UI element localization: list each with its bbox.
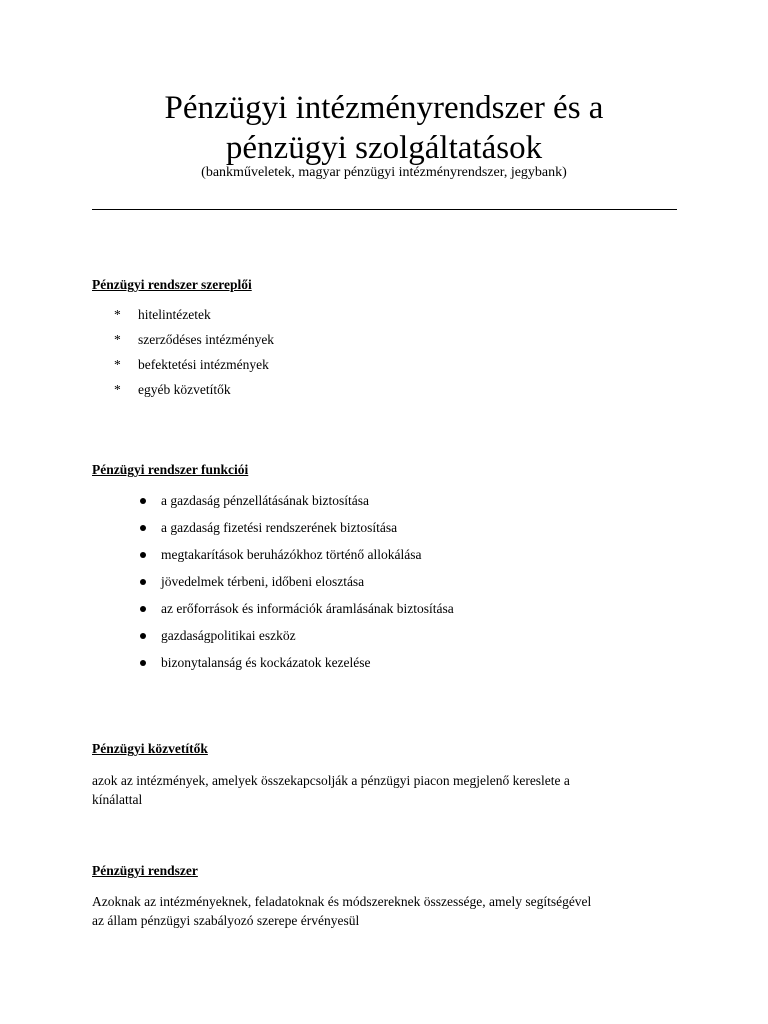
bullet-icon — [140, 525, 146, 531]
asterisk-bullet: * — [114, 307, 121, 322]
section-heading-actors: Pénzügyi rendszer szereplői — [92, 277, 252, 292]
list-item-text: bizonytalanság és kockázatok kezelése — [161, 655, 371, 670]
list-item-text: befektetési intézmények — [138, 357, 269, 372]
paragraph-line: kínálattal — [92, 792, 143, 807]
bullet-icon — [140, 552, 146, 558]
bullet-icon — [140, 633, 146, 639]
list-item-text: a gazdaság pénzellátásának biztosítása — [161, 493, 370, 508]
title-line-2: pénzügyi szolgáltatások — [225, 130, 543, 166]
paragraph-line: az állam pénzügyi szabályozó szerepe érvényesül — [92, 913, 360, 928]
bullet-icon — [140, 660, 146, 666]
list-item-text: az erőforrások és információk áramlásának biztosítása — [161, 601, 454, 616]
section-heading-functions: Pénzügyi rendszer funkciói — [92, 462, 249, 477]
asterisk-bullet: * — [114, 332, 121, 347]
list-item-text: hitelintézetek — [138, 307, 211, 322]
list-item-text: egyéb közvetítők — [138, 382, 231, 397]
section-heading-financial-system: Pénzügyi rendszer — [92, 863, 198, 878]
bullet-icon — [140, 606, 146, 612]
asterisk-bullet: * — [114, 382, 121, 397]
title-line-1: Pénzügyi intézményrendszer és a — [164, 90, 604, 126]
intermediaries-paragraph — [92, 771, 672, 809]
list-item-text: szerződéses intézmények — [138, 332, 275, 347]
document-title — [0, 88, 768, 168]
bullet-icon — [140, 579, 146, 585]
list-item-text: gazdaságpolitikai eszköz — [161, 628, 296, 643]
list-item-text: jövedelmek térbeni, időbeni elosztása — [161, 574, 365, 589]
financial-system-paragraph — [92, 892, 672, 930]
paragraph-line: Azoknak az intézményeknek, feladatoknak és módszereknek összessége, amely segítségével — [92, 894, 592, 909]
list-item-text: megtakarítások beruházókhoz történő allokálása — [161, 547, 422, 562]
bullet-icon — [140, 498, 146, 504]
document-subtitle: (bankműveletek, magyar pénzügyi intézményrendszer, jegybank) — [201, 165, 567, 180]
section-heading-intermediaries: Pénzügyi közvetítők — [92, 741, 208, 756]
list-item-text: a gazdaság fizetési rendszerének biztosítása — [161, 520, 398, 535]
asterisk-bullet: * — [114, 357, 121, 372]
paragraph-line: azok az intézmények, amelyek összekapcsolják a pénzügyi piacon megjelenő kereslete a — [92, 773, 570, 788]
title-divider — [92, 209, 677, 210]
